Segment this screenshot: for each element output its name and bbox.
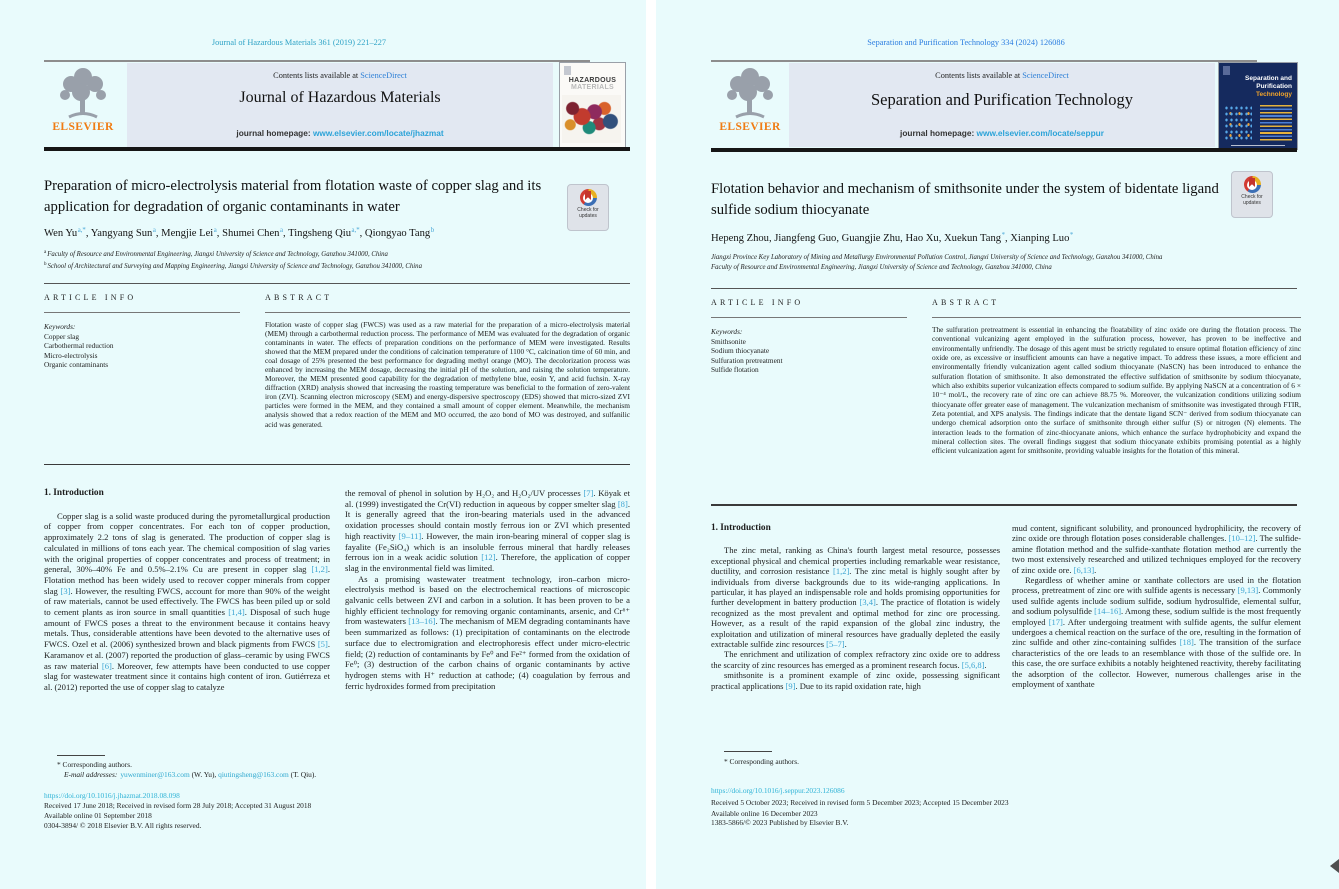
keywords-list xyxy=(44,332,234,370)
cover-footer-mark xyxy=(1231,145,1286,146)
paragraph: mud content, significant solubility, and pronounced hydrophilicity, the recovery of zinc oxide ore through flotation poses considerable challenges. [10–12]. The sulfide-amine flotation method and the sulfide-xanthate flotation method are currently the two most extensively researched and utilized techniques employed for the recovery of zinc oxide ore. [6,13]. xyxy=(1012,523,1301,575)
homepage-link[interactable]: www.elsevier.com/locate/seppur xyxy=(976,128,1104,138)
paper-page-left xyxy=(0,0,652,889)
author: Mengjie Lei$^a$, xyxy=(161,227,223,239)
cover-logo-mark xyxy=(564,66,571,75)
cover-title-line1: Separation and xyxy=(1245,75,1292,82)
citation-link[interactable]: [17] xyxy=(1048,616,1063,627)
citation-link[interactable]: [10–12] xyxy=(1228,533,1256,544)
intro-column-1 xyxy=(44,488,330,751)
author-affiliation-mark[interactable]: * xyxy=(1001,232,1005,239)
keyword: Sulfide flotation xyxy=(711,365,759,375)
keyword: Organic contaminants xyxy=(44,360,109,370)
paragraph: the removal of phenol in solution by H₂O₂ and H₂O₂/UV processes [7]. Köyak et al. (1999) investigated the Cr(VI) reduction in aqueous by copper smelter slag [8]. It is generally agreed that the iron-bearing materials used in the advanced oxidation processes should contain mostly ferrous ion or ZVI which presented high reactivity [9–11]. However, the main iron-bearing mineral of copper slag is fayalite (Fe₂SiO₄) which is an insoluble ferrous mineral that hardly releases ferrous ion in a weak acidic solution [12]. Therefore, the application of copper slag in the environmental field was limited. xyxy=(345,488,630,573)
elsevier-tree-icon xyxy=(719,65,781,123)
email-link-2[interactable]: qiutingsheng@163.com xyxy=(218,770,289,779)
citation-link[interactable]: [5,6,8] xyxy=(961,659,985,670)
badge-label: Check for updates xyxy=(1241,194,1263,206)
keyword: Sulfuration pretreatment xyxy=(711,355,783,365)
citation-link[interactable]: [3,4] xyxy=(859,597,876,608)
author-affiliation-mark[interactable]: a xyxy=(279,227,283,234)
received-dates: Received 5 October 2023; Received in revised form 5 December 2023; Accepted 15 December 2023 xyxy=(711,798,1009,807)
page-divider xyxy=(646,0,656,889)
doi-link[interactable]: https://doi.org/10.1016/j.jhazmat.2018.08.098 xyxy=(44,791,180,800)
footnote-rule xyxy=(57,755,105,756)
paper-page-right xyxy=(662,0,1339,889)
email-label: E-mail addresses: xyxy=(64,770,118,779)
received-dates: Received 17 June 2018; Received in revised form 28 July 2018; Accepted 31 August 2018 xyxy=(44,801,312,810)
keywords-label: Keywords: xyxy=(44,322,76,331)
affiliation: Jiangxi Province Key Laboratory of Mining and Metallurgy Environmental Pollution Control, Jiangxi University of Science and Technology, Ganzhou 341000, China xyxy=(711,254,1163,261)
article-info-rule xyxy=(44,312,240,313)
homepage-label: journal homepage: xyxy=(900,128,975,138)
affiliation-mark: a xyxy=(44,250,47,255)
author: Jiangfeng Guo, xyxy=(774,233,842,244)
badge-label: Check for updates xyxy=(577,207,599,219)
paragraph: The enrichment and utilization of complex refractory zinc oxide ore to address the scarcity of zinc resources has emerged as a prominent research focus. [5,6,8]. xyxy=(711,649,1000,670)
keyword: Copper slag xyxy=(44,332,80,341)
check-for-updates-badge[interactable] xyxy=(567,184,609,231)
citation-link[interactable]: [14–16] xyxy=(1094,606,1122,617)
affiliation: $^a$Faculty of Resource and Environmental Engineering, Jiangxi University of Science and Technology, Ganzhou 341000, China xyxy=(44,250,388,258)
article-title: Flotation behavior and mechanism of smithsonite under the system of bidentate ligand sulfide sodium thiocyanate xyxy=(711,181,1219,218)
journal-title: Journal of Hazardous Materials xyxy=(239,89,441,106)
header-rule xyxy=(44,60,590,62)
citation-link[interactable]: [13–16] xyxy=(408,616,436,627)
author: Xianping Luo* xyxy=(1010,232,1074,244)
citation-link[interactable]: [7] xyxy=(583,488,594,498)
intro-column-1 xyxy=(711,523,1000,749)
elsevier-logo[interactable] xyxy=(711,65,789,147)
affiliation: $^b$School of Architectural and Surveying and Mapping Engineering, Jiangxi University of Science and Technology, Ganzhou 341000, China xyxy=(44,261,422,270)
author: Wen $Yu^{a,*}$, xyxy=(44,227,91,239)
paragraph: As a promising wastewater treatment technology, iron–carbon micro-electrolysis method is based on the electrochemical reactions of microscopic galvanic cells between ZVI and carbon in a solution. It has been proven to be a highly efficient technology for removing organic contaminants, arsenic, and Cr⁶⁺ from wastewaters [13–16]. The mechanism of MEM degrading contaminants have been summarized as follows: (1) precipitation of contaminants on the electrode surface due to electromigration and electrophoresis effect under micro-electric field; (2) reduction of contaminants by Fe⁰ and Fe²⁺ formed from the oxidation of Fe⁰; (3) destruction of the carbon chains of organic contaminants by active hydrogen stems with H⁺ reduction at cathode; (4) coagulation by ferrous and ferric hydroxides formed from precipitation xyxy=(345,573,630,691)
available-online: Available online 16 December 2023 xyxy=(711,809,818,818)
section-heading: 1. Introduction xyxy=(44,488,104,498)
author-affiliation-mark[interactable]: a,* xyxy=(351,227,360,234)
citation-link[interactable]: [6,13] xyxy=(1073,564,1095,575)
check-updates-icon xyxy=(1244,176,1261,193)
keywords-label: Keywords: xyxy=(711,327,743,336)
author: Yangyang Sun$^a$, xyxy=(90,227,162,239)
elsevier-tree-icon xyxy=(52,65,114,123)
citation-link[interactable]: [9–11] xyxy=(398,530,422,541)
contents-line xyxy=(127,71,553,80)
citation-link[interactable]: [6] xyxy=(101,660,112,671)
running-head: Separation and Purification Technology 334 (2024) 126086 xyxy=(867,38,1065,47)
paragraph: Copper slag is a solid waste produced during the pyrometallurgical production of copper from copper concentrates. For each ton of copper production, approximately 2.2 tons of slag is generated. The production of copper slag is calculated in millions of tons each year. The chemical composition of slag varies with the original properties of copper concentrates and process of treatment; in general, 30%–40% Fe and 0.5%–2.1% Cu are present in copper slag [1,2]. Flotation method has been widely used to recover copper minerals from copper slag [3]. However, the resulting FWCS, account for more than 90% of the weight of raw materials, cannot be used effectively. The FWCS has been piled up or sold to cement plants as iron source in small quantities [1,4]. Disposal of such huge amount of FWCS poses a threat to the environment because it contains heavy metals. Thus, considerable attentions have been devoted to the alternative uses of FWCS. Ozel et al. (2006) synthesized brown and black pigments from FWCS [5]. Karamanov et al. (2007) reported the production of glass–ceramic by using FWCS as raw material [6]. Moreover, few attempts have been conducted to use copper slag for wastewater treatment since it contains high content of iron. Gutiérreza et al. (2012) reported the use of copper slag to catalyze xyxy=(44,510,330,692)
header-rule xyxy=(711,60,1257,62)
elsevier-wordmark: ELSEVIER xyxy=(719,121,781,133)
section-rule xyxy=(44,283,630,284)
author-affiliation-mark[interactable]: a xyxy=(213,227,217,234)
abstract-rule xyxy=(265,312,630,313)
elsevier-logo[interactable] xyxy=(44,65,122,147)
available-online: Available online 01 September 2018 xyxy=(44,811,152,820)
corresponding-note: * Corresponding authors. xyxy=(57,760,132,769)
section-rule xyxy=(711,288,1297,289)
citation-link[interactable]: [1,2] xyxy=(311,564,328,575)
citation-link[interactable]: [3] xyxy=(60,585,71,596)
article-info-heading: ARTICLE INFO xyxy=(44,293,137,302)
author: Hepeng Zhou, xyxy=(711,233,775,244)
homepage-line xyxy=(127,128,553,138)
sciencedirect-link[interactable]: ScienceDirect xyxy=(1022,71,1069,80)
author: Hao Xu, xyxy=(905,233,945,244)
journal-title: Separation and Purification Technology xyxy=(870,90,1134,109)
affiliations xyxy=(44,248,604,271)
cover-art-dots xyxy=(1224,105,1252,141)
section-heading: 1. Introduction xyxy=(711,523,771,533)
cover-title-line2: Purification xyxy=(1256,83,1292,90)
author-affiliation-mark[interactable]: a xyxy=(152,227,156,234)
article-info-rule xyxy=(711,317,907,318)
author: Tingsheng Qiu$^{a,*}$, xyxy=(288,227,365,239)
author-affiliation-mark[interactable]: a,* xyxy=(77,227,86,234)
intro-paragraphs xyxy=(1012,523,1301,690)
author: Qiongyao Tang$^b$ xyxy=(364,227,435,239)
paragraph: The zinc metal, ranking as China's fourth largest metal resource, possesses exceptional physical and chemical properties including remarkable wear resistance, ductility, and corrosion resistance [1,2]. The zinc metal is highly sought after by individuals from diverse backgrounds due to its wide-ranging applications. In particular, it has played an indispensable role and holds promising opportunities for further development in battery production [3,4]. The practice of flotation is widely recognized as the most prevalent and optimal method for zinc ore processing. However, as a result of the rapid expansion of the global zinc industry, the exploitation and utilization of mineral resources have gradually depleted the easily extractable sulfide zinc resources [5–7]. xyxy=(711,545,1000,650)
affiliation: Faculty of Resource and Environmental Engineering, Jiangxi University of Science and Technology, Ganzhou 341000, China xyxy=(711,263,1052,271)
check-for-updates-badge[interactable] xyxy=(1231,171,1273,218)
cover-art-bars xyxy=(1260,105,1292,141)
abstract-rule xyxy=(932,317,1301,318)
email-suffix-1: (W. Yu), xyxy=(189,770,219,779)
citation-link[interactable]: [8] xyxy=(617,498,628,509)
running-head: Journal of Hazardous Materials 361 (2019) 221–227 xyxy=(211,38,387,47)
issn-copyright: 0304-3894/ © 2018 Elsevier B.V. All rights reserved. xyxy=(44,821,202,830)
keywords-list xyxy=(711,337,901,375)
abstract-bottom-rule xyxy=(711,504,1297,506)
citation-link[interactable]: [5] xyxy=(317,639,328,650)
abstract-heading: ABSTRACT xyxy=(265,293,333,302)
journal-banner xyxy=(127,63,553,147)
article-info-heading: ARTICLE INFO xyxy=(711,298,804,307)
abstract-heading: ABSTRACT xyxy=(932,298,1000,307)
citation-link[interactable]: [18] xyxy=(1179,637,1194,648)
doi-link[interactable]: https://doi.org/10.1016/j.seppur.2023.126086 xyxy=(711,786,845,795)
journal-cover-thumbnail[interactable] xyxy=(1218,62,1298,150)
affiliation-mark: b xyxy=(44,261,47,267)
homepage-line xyxy=(789,128,1215,138)
citation-link[interactable]: [12] xyxy=(481,552,496,563)
abstract-text: The sulfuration pretreatment is essential in enhancing the floatability of zinc oxide ore during the flotation process. The conventional vulcanizing agent employed in the sulfuration process, however, has proven to be ineffective and environmentally unfriendly. The dosage of this agent must be strictly regulated to ensure optimal flotation efficiency of zinc oxide ore, as excessive or insufficient amounts can have a negative impact. To address these issues, a more efficient and environmentally friendly vulcanization agent called sodium thiocyanate (NaSCN) has been introduced to enhance the sulfuration flotation of smithsonite. It also demonstrated the effective sulfidation of smithsonite by sodium thiocyanate, which also exhibits superior vulcanization effects compared to sodium sulfide. By applying NaSCN at a concentration of 6 × 10⁻⁴ mol/L, the recovery rate of zinc ore can achieve 88.75 %. Moreover, the vulcanization conditions utilizing sodium thiocyanate offer greater ease of management. The vulcanization mechanism of smithsonite was investigated through FTIR, Zeta potential, and XPS analysis. The findings indicate that the dentate ligand SCN⁻ derived from sodium thiocyanate can undergo chemical adsorption onto the surface of smithsonite through either sulfur (S) or nitrogen (N) elements. The interaction leads to the formation of zinc-thiocyanate anions, which enhance the surface hydrophobicity and expand the mineral collection sites. The overall findings suggest that sodium thiocyanate exhibits promising potential as a highly efficient vulcanization agent for smithsonite, providing valuable insights for the flotation of this mineral. xyxy=(932,325,1301,456)
intro-column-2 xyxy=(345,488,630,751)
author-line xyxy=(44,227,604,239)
cover-logo-mark xyxy=(1223,66,1230,75)
intro-paragraphs xyxy=(44,511,330,693)
intro-paragraphs xyxy=(345,488,630,691)
cover-art xyxy=(562,95,621,143)
paragraph: smithsonite is a prominent example of zinc oxide, possessing significant practical applications [9]. Due to its rapid oxidation rate, high xyxy=(711,670,1000,691)
article-title: Preparation of micro-electrolysis material from flotation waste of copper slag and its application for degradation of organic contaminants in water xyxy=(44,178,542,215)
author: Xuekun Tang*, xyxy=(944,232,1011,244)
contents-line xyxy=(789,71,1215,80)
citation-link[interactable]: [9] xyxy=(785,680,796,691)
intro-paragraphs xyxy=(711,545,1000,691)
corresponding-note: * Corresponding authors. xyxy=(724,757,799,766)
elsevier-wordmark: ELSEVIER xyxy=(52,121,114,133)
intro-column-2 xyxy=(1012,523,1301,749)
journal-cover-thumbnail[interactable] xyxy=(559,62,626,148)
keyword: Carbothermal reduction xyxy=(44,341,114,351)
keyword: Sodium thiocyanate xyxy=(711,346,770,356)
issn-copyright: 1383-5866/© 2023 Published by Elsevier B.V. xyxy=(711,818,849,827)
contents-text: Contents lists available at xyxy=(935,71,1021,80)
author-line xyxy=(711,232,1271,244)
footnote-rule xyxy=(724,751,772,752)
homepage-link[interactable]: www.elsevier.com/locate/jhazmat xyxy=(312,128,444,138)
keyword: Smithsonite xyxy=(711,337,746,346)
email-suffix-2: (T. Qiu). xyxy=(288,770,317,779)
affiliations xyxy=(711,253,1271,272)
keyword: Micro-electrolysis xyxy=(44,350,98,360)
abstract-text: Flotation waste of copper slag (FWCS) was used as a raw material for the preparation of a micro-electrolysis material (MEM) through a carbothermal reduction process. The performance of MEM was evaluated for the degradation of organic contaminants in water. The effects of preparation conditions on the performance of MEM were investigated. Results showed that the MEM prepared under the conditions of calcination temperature of 1100 °C, calcination time of 60 min, and coal dosage of 25% presented the best performance for degrading methyl orange (MO). The decolorization process was enhanced by increasing the MEM dosage, decreasing the initial pH of the solution, and raising the solution temperature. Moreover, the MEM presented good capability for the degradation of methylene blue, eosin Y, and acid fuchsin. X-ray diffraction (XRD) analysis showed that increasing the roasting temperature was beneficial to the formation of zero-valent iron (ZVI). Scanning electron microscopy (SEM) and energy-dispersive spectroscopy (EDS) showed that micro-sized ZVI particles were formed in the MEM, and they contained a small amount of copper element. Meanwhile, the mechanism analysis showed that a redox reaction of the MEM and MO occurred, the azo bond of MO was destroyed, and sulfanilic acid was generated. xyxy=(265,320,630,429)
author: Shumei Chen$^a$, xyxy=(222,227,289,239)
citation-link[interactable]: [1,2] xyxy=(832,566,850,577)
edge-arrow-icon xyxy=(1330,859,1339,873)
homepage-label: journal homepage: xyxy=(236,128,311,138)
citation-link[interactable]: [5–7] xyxy=(826,639,845,650)
author: Guangjie Zhu, xyxy=(841,233,906,244)
author-affiliation-mark[interactable]: b xyxy=(430,227,435,234)
email-line xyxy=(64,770,316,779)
check-updates-icon xyxy=(580,189,597,206)
journal-banner xyxy=(789,63,1215,147)
contents-text: Contents lists available at xyxy=(273,71,359,80)
cover-title-line3: Technology xyxy=(1256,91,1292,98)
header-black-rule xyxy=(711,148,1297,152)
sciencedirect-link[interactable]: ScienceDirect xyxy=(360,71,407,80)
paragraph: Regardless of whether amine or xanthate collectors are used in the flotation process, pretreatment of zinc ore with sulfide agents is necessary [9,13]. Commonly used sulfide agents include sodium sulfide, sodium hydrosulfide, elemental sulfur, and sodium polysulfide [14–16]. Among these, sodium sulfide is the most frequently employed [17]. After undergoing treatment with sulfide agents, the sulfur element undergoes a chemical reaction on the surface of the ore, resulting in the formation of zinc sulfide and other zinc-containing sulfides [18]. The transition of the surface characteristics of the ore leads to an resemblance with those of the sulfide ore. In this case, the ore surface exhibits a notably heightened reactivity, thereby facilitating the adsorption of the collector. However, numerous challenges arise in the employment of xanthate xyxy=(1012,575,1301,690)
cover-title-line2: MATERIALS xyxy=(570,84,614,91)
author-affiliation-mark[interactable]: * xyxy=(1069,232,1074,239)
cover-title-line1: HAZARDOUS xyxy=(568,77,617,84)
abstract-bottom-rule xyxy=(44,464,630,465)
email-link-1[interactable]: yuwenminer@163.com xyxy=(120,770,190,779)
header-black-rule xyxy=(44,147,630,151)
citation-link[interactable]: [1,4] xyxy=(228,607,245,618)
citation-link[interactable]: [9,13] xyxy=(1237,585,1259,596)
